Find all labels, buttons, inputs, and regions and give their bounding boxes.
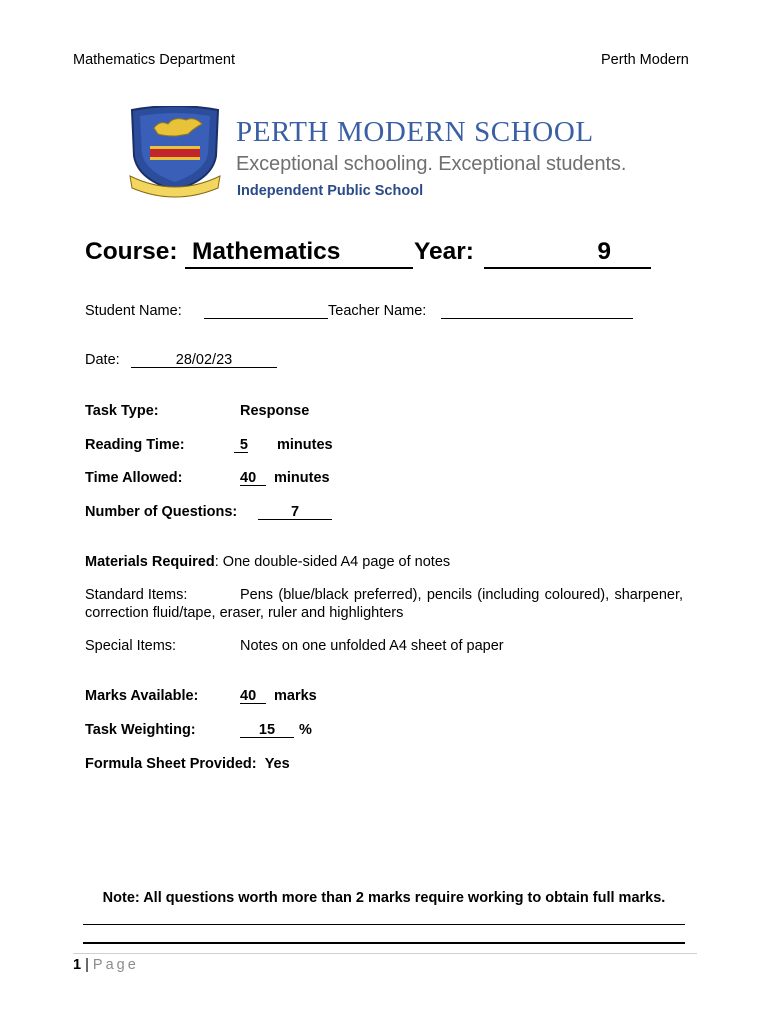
year-label: Year: xyxy=(414,238,474,265)
reading-time-value: 5 xyxy=(234,437,248,453)
footer-divider xyxy=(73,953,697,954)
task-weighting-value: 15 xyxy=(240,722,294,738)
course-label: Course: xyxy=(85,238,178,265)
date-value: 28/02/23 xyxy=(131,352,277,368)
time-allowed-value: 40 xyxy=(240,470,266,486)
course-value: Mathematics xyxy=(185,238,413,269)
standard-items-value: Pens (blue/black preferred), pencils (including coloured), sharpener, correction fluid/tape, eraser, ruler and highlighters xyxy=(85,587,683,621)
student-name-field[interactable] xyxy=(204,303,328,319)
formula-sheet-value: Yes xyxy=(264,756,290,772)
divider-line xyxy=(83,924,685,925)
page-number: 1 xyxy=(73,957,82,973)
time-allowed-unit: minutes xyxy=(274,470,330,486)
formula-sheet-label: Formula Sheet Provided: xyxy=(85,756,257,772)
special-items-label: Special Items: xyxy=(85,638,177,654)
materials-required-value: : One double-sided A4 page of notes xyxy=(214,554,451,570)
date-label: Date: xyxy=(85,352,120,368)
page-separator: | xyxy=(81,957,93,973)
special-items-value: Notes on one unfolded A4 sheet of paper xyxy=(240,638,504,654)
school-subtitle: Independent Public School xyxy=(237,183,424,199)
marks-available-label: Marks Available: xyxy=(85,688,199,704)
materials-required-label: Materials Required xyxy=(85,554,215,570)
year-value: 9 xyxy=(484,238,651,269)
standard-items-label: Standard Items: xyxy=(85,587,188,603)
teacher-name-label: Teacher Name: xyxy=(328,303,427,319)
header-school: Perth Modern xyxy=(601,52,689,68)
working-note: Note: All questions worth more than 2 marks require working to obtain full marks. xyxy=(102,890,666,906)
task-weighting-label: Task Weighting: xyxy=(85,722,196,738)
reading-time-label: Reading Time: xyxy=(85,437,185,453)
task-weighting-unit: % xyxy=(299,722,312,738)
teacher-name-field[interactable] xyxy=(441,303,633,319)
marks-available-value: 40 xyxy=(240,688,266,704)
marks-available-unit: marks xyxy=(274,688,317,704)
header-department: Mathematics Department xyxy=(73,52,235,68)
school-crest-logo xyxy=(128,106,222,202)
student-name-label: Student Name: xyxy=(85,303,182,319)
task-type-label: Task Type: xyxy=(85,403,159,419)
page-word: Page xyxy=(92,957,139,973)
page-footer xyxy=(73,957,139,973)
divider-line xyxy=(83,942,685,944)
school-name: PERTH MODERN SCHOOL xyxy=(236,116,594,148)
number-of-questions-label: Number of Questions: xyxy=(85,504,238,520)
materials-required-row xyxy=(85,554,450,570)
task-type-value: Response xyxy=(240,403,310,419)
time-allowed-label: Time Allowed: xyxy=(85,470,183,486)
formula-sheet-row xyxy=(85,756,290,772)
school-tagline: Exceptional schooling. Exceptional students. xyxy=(236,153,627,175)
number-of-questions-value: 7 xyxy=(258,504,332,520)
reading-time-unit: minutes xyxy=(277,437,333,453)
